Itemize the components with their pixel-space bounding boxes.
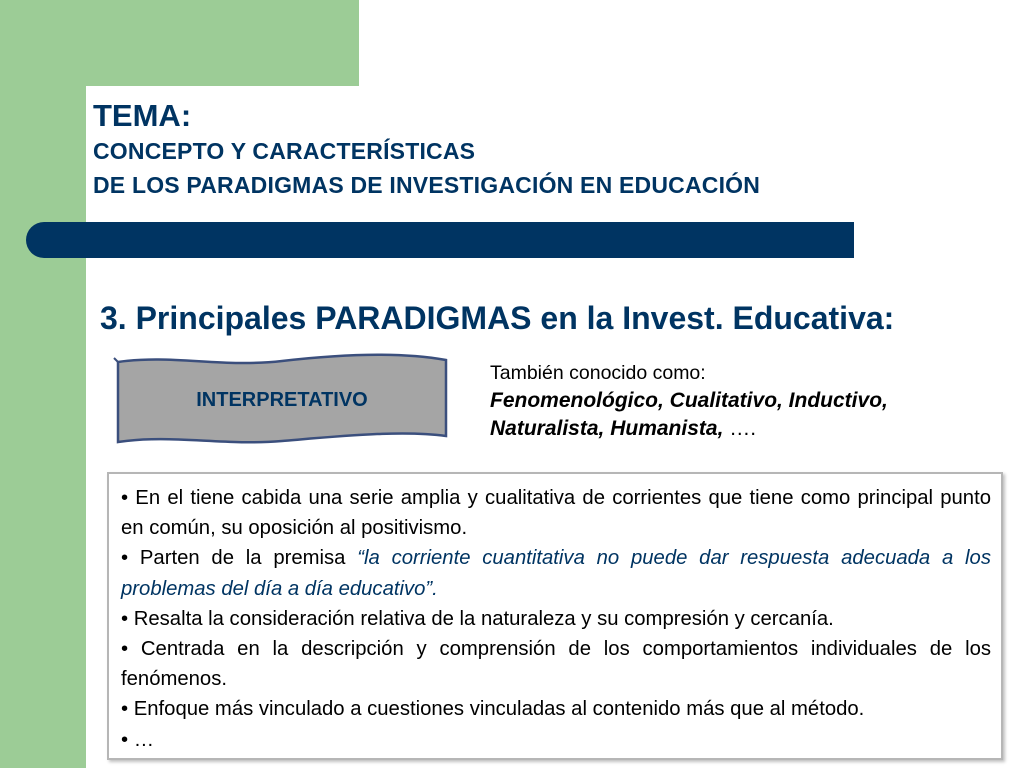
bullet-prefix: • Parten de la premisa <box>121 547 358 570</box>
characteristics-box <box>107 472 1003 760</box>
green-top-block <box>86 0 359 86</box>
bullet-item: • Centrada en la descripción y comprensión de los comportamientos individuales de los fenómenos. <box>121 638 991 691</box>
premise-quote: “la corriente cuantitativa no puede dar respuesta adecuada a los problemas del día a día educativo”. <box>121 547 991 600</box>
also-known-names-line-1: Fenomenológico, Cualitativo, Inductivo, <box>490 389 888 412</box>
paradigm-label: INTERPRETATIVO <box>196 389 368 411</box>
divider-bar <box>62 222 854 258</box>
tema-label: TEMA: <box>93 98 192 133</box>
bullet-item: • En el tiene cabida una serie amplia y cualitativa de corrientes que tiene como principal punto en común, su oposición al positivismo. <box>121 487 991 540</box>
bullet-item: • Enfoque más vinculado a cuestiones vinculadas al contenido más que al método. <box>121 698 865 721</box>
also-known-ellipsis: …. <box>723 417 757 440</box>
bullet-item: • Resalta la consideración relativa de la naturaleza y su compresión y cercanía. <box>121 607 834 630</box>
green-side-band <box>0 0 86 768</box>
title-block <box>93 98 993 202</box>
subtitle-line-1: CONCEPTO Y CARACTERÍSTICAS <box>93 138 476 164</box>
bullet-item: • … <box>121 728 155 751</box>
also-known-as-intro: También conocido como: <box>490 362 706 384</box>
also-known-names-line-2: Naturalista, Humanista, <box>490 417 724 440</box>
subtitle-line-2: DE LOS PARADIGMAS DE INVESTIGACIÓN EN EDUCACIÓN <box>93 172 761 198</box>
section-heading: 3. Principales PARADIGMAS en la Invest. Educativa: <box>100 300 895 336</box>
also-known-as <box>490 359 1010 443</box>
bullet-item <box>121 543 991 603</box>
